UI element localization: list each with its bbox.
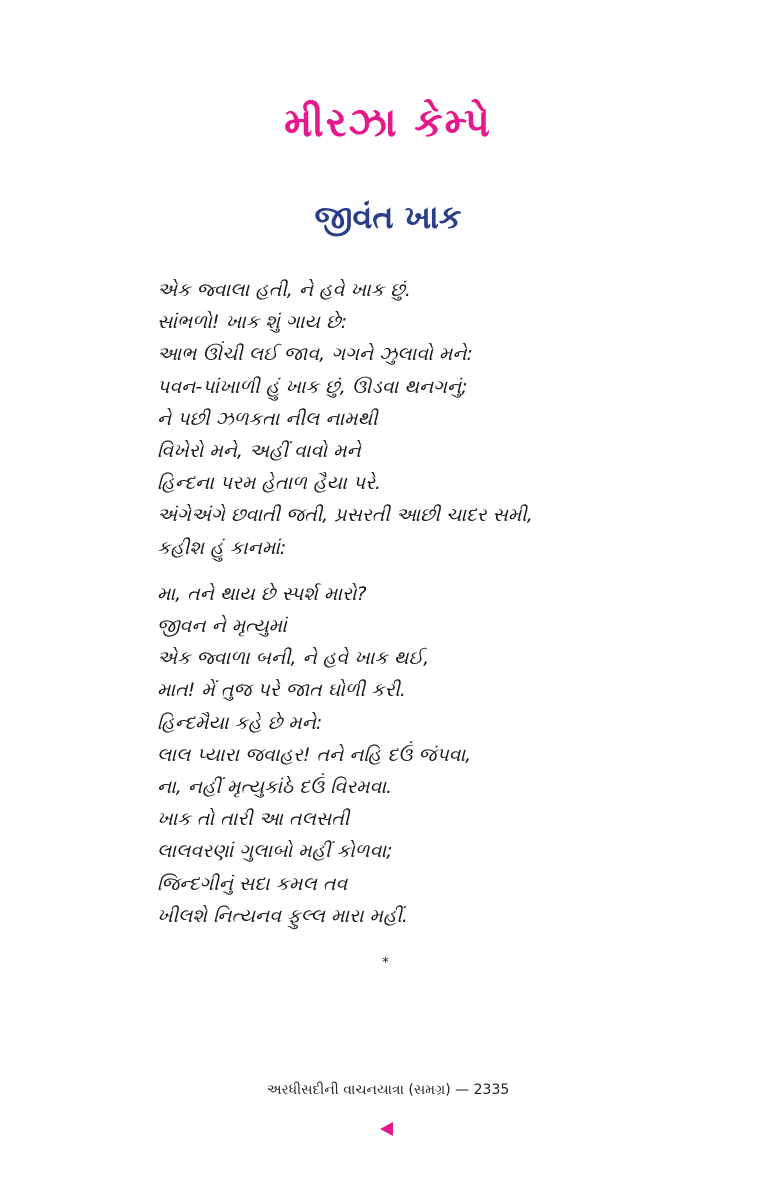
poem-line: પવન-પાંખાળી હું ખાક છું, ઊડવા થનગનું; <box>157 375 468 398</box>
poem-line: હિન્દમૈયા કહે છે મને: <box>157 711 323 734</box>
poem-line: કહીશ હું કાનમાં: <box>157 536 287 559</box>
poem-line: એક જ્વાળા બની, ને હવે ખાક થઈ, <box>157 647 430 670</box>
poem-line: આભ ઊંચી લઈ જાવ, ગગને ઝુલાવો મને: <box>157 343 473 366</box>
poem-line: મા, તને થાય છે સ્પર્શ મારો? <box>157 582 367 605</box>
poem-line: ખાક તો તારી આ તલસતી <box>157 808 350 831</box>
poem-line: વિખેરો મને, અહીં વાવો મને <box>157 440 361 463</box>
poem-line: ને પછી ઝળકતા નીલ નામથી <box>157 407 378 430</box>
triangle-left-icon[interactable] <box>380 1122 393 1136</box>
poem-title: જીવંત ખાક <box>314 198 462 236</box>
stanza-1 <box>157 274 757 564</box>
poem-line: લાલવરણાં ગુલાબો મહીં કોળવા; <box>157 840 393 863</box>
poem-line: લાલ પ્યારા જવાહર! તને નહિ દઉં જંપવા, <box>157 743 472 766</box>
poem-line: માત! મેં તુજ પરે જાત ઘોળી કરી. <box>157 679 406 702</box>
page-footer: અરધીસદીની વાચનયાત્રા (સમગ્ર) — 2335 <box>266 1082 510 1098</box>
poem-line: જિન્દગીનું સદા કમલ તવ <box>157 872 348 895</box>
poem-body <box>157 274 757 932</box>
poem-line: ના, નહીં મૃત્યુકાંઠે દઉં વિરમવા. <box>157 776 393 799</box>
end-mark: * <box>382 955 389 971</box>
poem-line: સાંભળો! ખાક શું ગાય છે: <box>157 311 348 334</box>
poem-line: જીવન ને મૃત્યુમાં <box>157 615 287 638</box>
poem-line: ખીલશે નિત્યનવ ફુલ્લ મારા મહીં. <box>157 904 408 927</box>
poem-line: એક જ્વાલા હતી, ને હવે ખાક છું. <box>157 279 411 301</box>
poem-line: હિન્દના પરમ હેતાળ હૈયા પરે. <box>157 472 381 495</box>
stanza-2 <box>157 578 757 932</box>
poem-line: અંગેઅંગે છવાતી જતી, પ્રસરતી આછી ચાદર સમી, <box>157 504 533 527</box>
author-name: મીરઝા કેમ્પે <box>284 100 492 146</box>
